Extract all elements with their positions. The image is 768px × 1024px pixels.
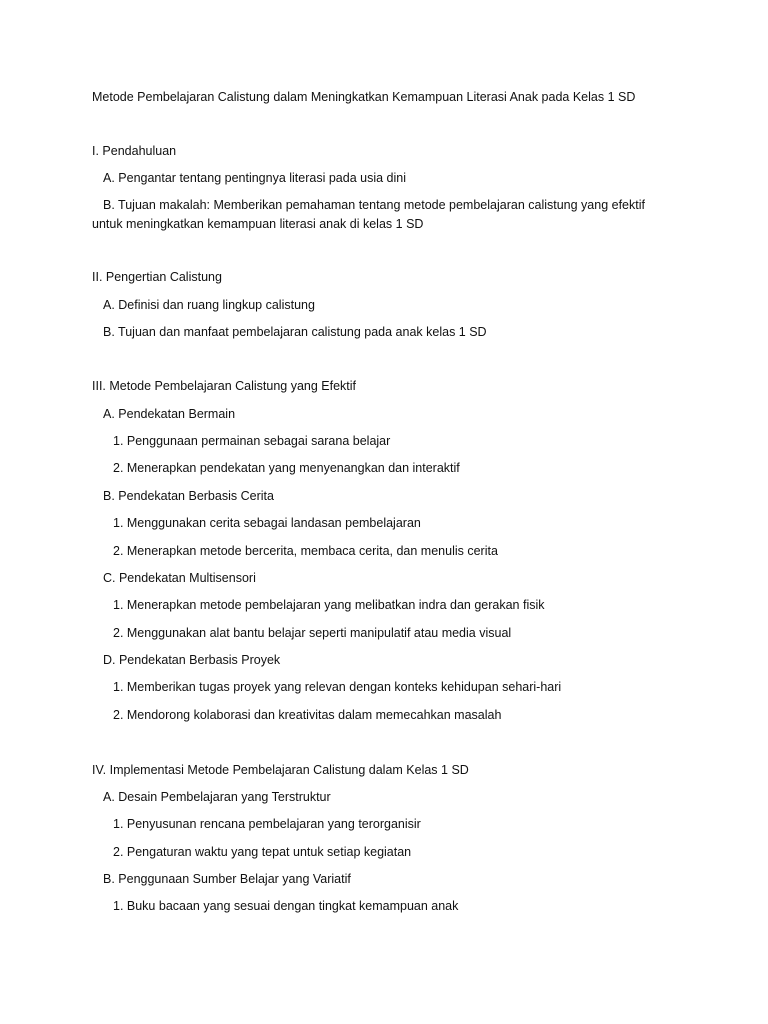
item-2a: A. Definisi dan ruang lingkup calistung — [103, 298, 315, 312]
section-heading-4: IV. Implementasi Metode Pembelajaran Calistung dalam Kelas 1 SD — [92, 763, 469, 777]
item-3b: B. Pendekatan Berbasis Cerita — [103, 489, 274, 503]
item-3c1: 1. Menerapkan metode pembelajaran yang melibatkan indra dan gerakan fisik — [113, 598, 545, 612]
document-title: Metode Pembelajaran Calistung dalam Meningkatkan Kemampuan Literasi Anak pada Kelas 1 SD — [92, 90, 636, 104]
section-heading-2: II. Pengertian Calistung — [92, 270, 222, 284]
item-3a: A. Pendekatan Bermain — [103, 407, 236, 421]
item-2b: B. Tujuan dan manfaat pembelajaran calistung pada anak kelas 1 SD — [103, 325, 487, 339]
item-4b: B. Penggunaan Sumber Belajar yang Variatif — [103, 872, 351, 886]
item-4b1: 1. Buku bacaan yang sesuai dengan tingkat kemampuan anak — [113, 899, 459, 913]
item-1a: A. Pengantar tentang pentingnya literasi pada usia dini — [103, 171, 406, 185]
item-3b1: 1. Menggunakan cerita sebagai landasan pembelajaran — [113, 516, 421, 530]
item-3a1: 1. Penggunaan permainan sebagai sarana belajar — [113, 434, 391, 448]
item-3d: D. Pendekatan Berbasis Proyek — [103, 653, 281, 667]
section-heading-3: III. Metode Pembelajaran Calistung yang Efektif — [92, 379, 357, 393]
section-heading-1: I. Pendahuluan — [92, 144, 177, 158]
item-3d1: 1. Memberikan tugas proyek yang relevan dengan konteks kehidupan sehari-hari — [113, 680, 562, 694]
item-1b-line1: B. Tujuan makalah: Memberikan pemahaman tentang metode pembelajaran calistung yang efektif — [103, 198, 645, 212]
item-3a2: 2. Menerapkan pendekatan yang menyenangkan dan interaktif — [113, 461, 460, 475]
item-4a1: 1. Penyusunan rencana pembelajaran yang terorganisir — [113, 817, 421, 831]
item-3b2: 2. Menerapkan metode bercerita, membaca cerita, dan menulis cerita — [113, 544, 498, 558]
item-1b-line2: untuk meningkatkan kemampuan literasi anak di kelas 1 SD — [92, 217, 424, 231]
item-3c2: 2. Menggunakan alat bantu belajar seperti manipulatif atau media visual — [113, 626, 512, 640]
item-3c: C. Pendekatan Multisensori — [103, 571, 256, 585]
item-4a: A. Desain Pembelajaran yang Terstruktur — [103, 790, 331, 804]
item-4a2: 2. Pengaturan waktu yang tepat untuk setiap kegiatan — [113, 845, 412, 859]
item-3d2: 2. Mendorong kolaborasi dan kreativitas dalam memecahkan masalah — [113, 708, 502, 722]
